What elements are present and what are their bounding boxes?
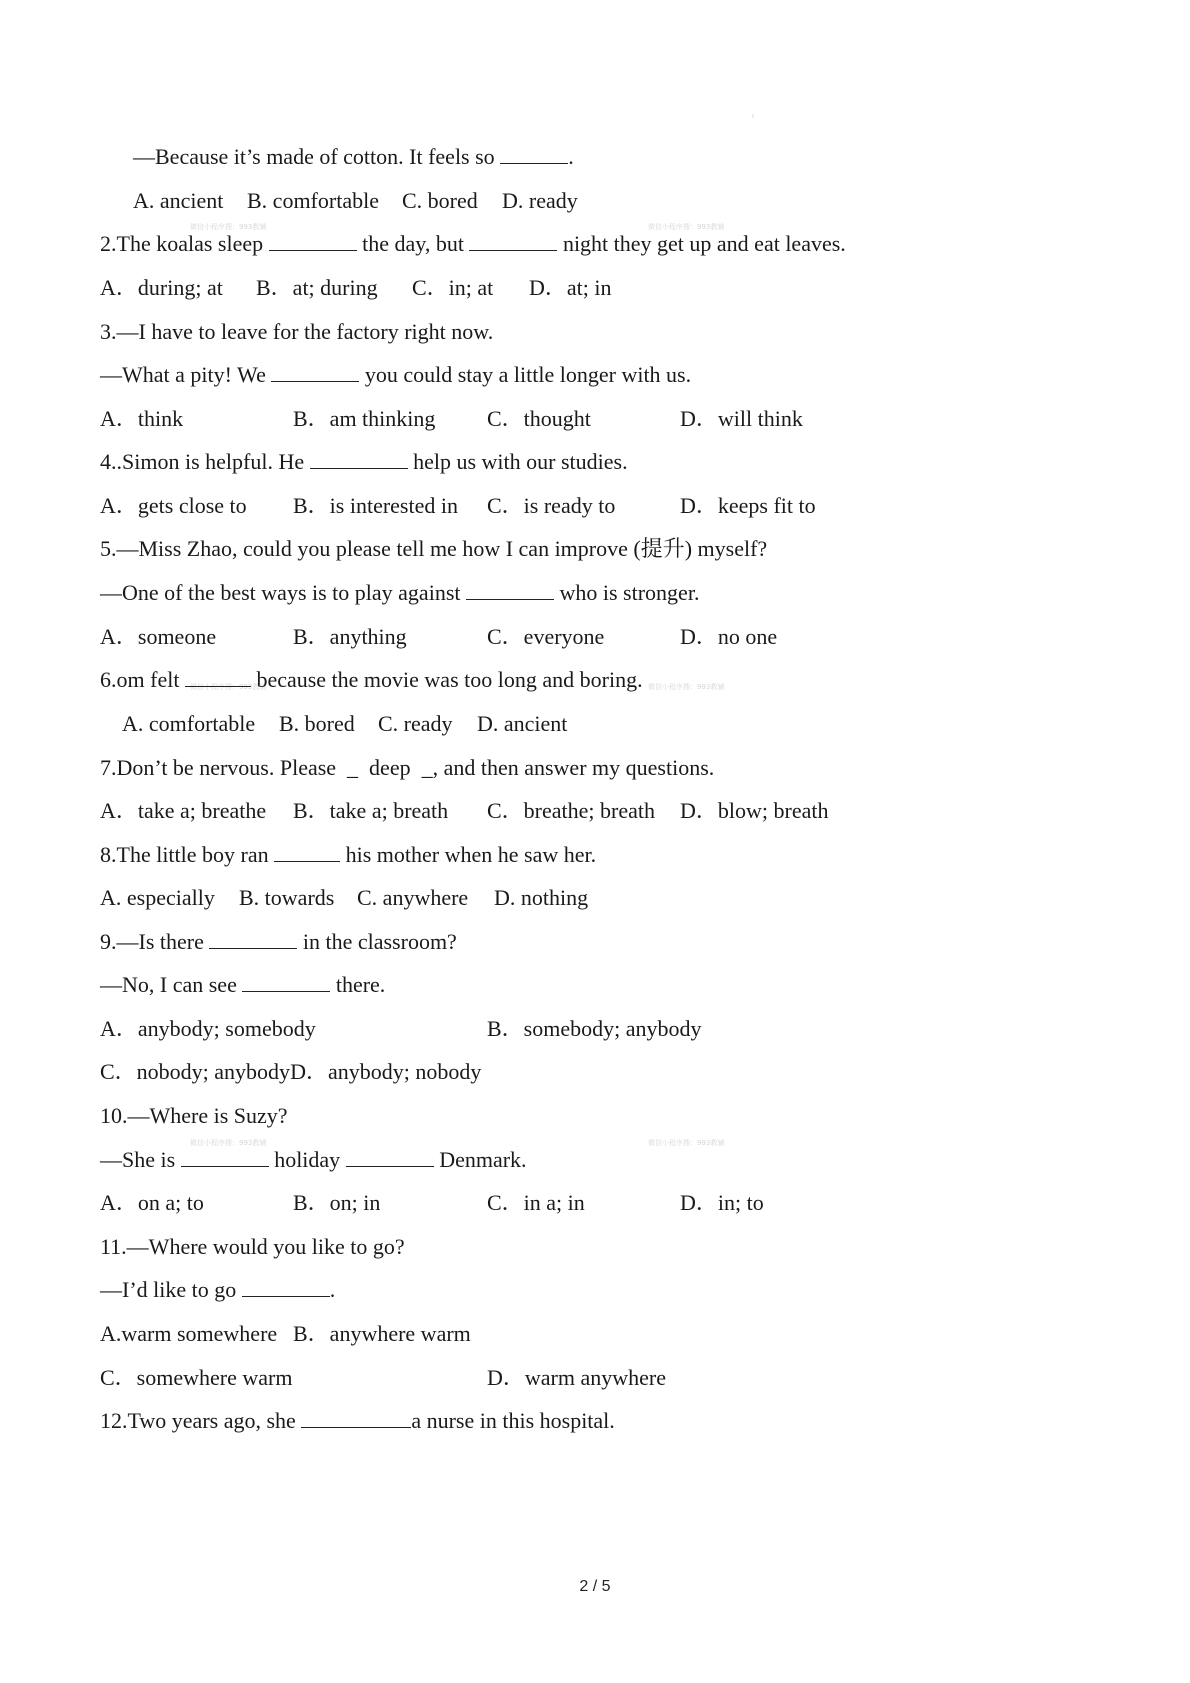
option-c: C．in; at [412,275,494,300]
option-a: A. especially [100,885,215,910]
option-d: D．in; to [680,1190,764,1215]
answer-blank [242,1278,330,1297]
q8-line: 8.The little boy ran his mother when he saw her. [100,842,597,867]
option-b: B．anywhere warm [293,1321,471,1346]
q8-options [0,884,1190,912]
q2-options [0,274,1190,302]
answer-blank [242,973,330,992]
answer-blank [209,930,297,949]
option-d: D. ancient [477,711,568,736]
q11-line1: 11.—Where would you like to go? [100,1234,405,1259]
q4-line: 4..Simon is helpful. He help us with our studies. [100,449,628,474]
q3-options [0,405,1190,433]
page-number: 2 / 5 [579,1578,611,1595]
option-a: A. comfortable [122,711,256,736]
answer-blank [269,232,357,251]
option-a: A．take a; breathe [100,798,267,823]
option-d: D．blow; breath [680,798,829,823]
watermark: 微信小程序搜：993教辅 [648,1139,725,1147]
answer-blank [301,1409,411,1428]
option-a: A．during; at [100,275,223,300]
q3-line2: —What a pity! We you could stay a little longer with us. [100,362,692,387]
option-c: C．everyone [487,624,605,649]
option-c: C．in a; in [487,1190,585,1215]
option-a: A. ancient [133,188,224,213]
option-c: C．breathe; breath [487,798,655,823]
q11-options-row1 [0,1320,1190,1348]
option-c: C. ready [378,711,453,736]
option-b: B．somebody; anybody [487,1016,702,1041]
q2-line: 2.The koalas sleep the day, but night they get up and eat leaves. [100,231,846,256]
q6-line: 6.om felt because the movie was too long and boring. [100,667,643,692]
option-d: D．keeps fit to [680,493,816,518]
watermark: 微信小程序搜：993教辅 [190,1139,267,1147]
answer-blank [469,232,557,251]
answer-blank [466,581,554,600]
q3-line1: 3.—I have to leave for the factory right now. [100,319,494,344]
option-d: D. ready [502,188,578,213]
option-c: C．somewhere warm [100,1365,293,1390]
option-b: B．take a; breath [293,798,449,823]
answer-blank [310,450,408,469]
q9-line2: —No, I can see there. [100,972,386,997]
answer-blank [181,1148,269,1167]
q5-line2: —One of the best ways is to play against who is stronger. [100,580,700,605]
option-b: B. bored [279,711,355,736]
option-d: D．no one [680,624,778,649]
q4-options [0,492,1190,520]
q5-options [0,623,1190,651]
q10-line2: —She is holiday Denmark. [100,1147,527,1172]
option-d: D．warm anywhere [487,1365,666,1390]
q11-line2: —I’d like to go . [100,1277,336,1302]
option-a: A．anybody; somebody [100,1016,316,1041]
q7-options [0,797,1190,825]
option-a: A．someone [100,624,217,649]
q11-options-row2 [0,1364,1190,1392]
watermark: 微信小程序搜：993教辅 [648,683,725,691]
answer-blank [271,363,359,382]
answer-blank [185,668,251,687]
q6-options [0,710,1190,738]
watermark: 微信小程序搜：993教辅 [190,683,267,691]
answer-blank [346,1148,434,1167]
option-a: A.warm somewhere [100,1321,278,1346]
option-a: A．think [100,406,184,431]
option-a: A．on a; to [100,1190,204,1215]
option-b: B．am thinking [293,406,436,431]
q9-line1: 9.—Is there in the classroom? [100,929,457,954]
option-b: B．at; during [256,275,378,300]
option-d: D．at; in [529,275,612,300]
option-c: C．is ready to [487,493,616,518]
q12-line: 12.Two years ago, she a nurse in this hospital. [100,1408,615,1433]
q10-line1: 10.—Where is Suzy? [100,1103,288,1128]
q1-line: —Because it’s made of cotton. It feels so . [133,144,574,169]
watermark: 微信小程序搜：993教辅 [190,223,267,231]
option-d: D．will think [680,406,803,431]
q9-options-row2 [100,1058,481,1086]
option-b: B．anything [293,624,407,649]
option-d: D. nothing [494,885,589,910]
q5-line1: 5.—Miss Zhao, could you please tell me how I can improve (提升) myself? [100,536,768,561]
corner-tick-mark: ι [752,112,755,120]
option-b: B．is interested in [293,493,458,518]
option-c: C．thought [487,406,591,431]
answer-blank [500,145,568,164]
q9-options-row1 [0,1015,1190,1043]
q7-line: 7.Don’t be nervous. Please _ deep _, and then answer my questions. [100,755,715,780]
option-d: D．anybody; nobody [290,1059,482,1084]
option-c: C. anywhere [357,885,469,910]
option-b: B．on; in [293,1190,381,1215]
q1-options [0,187,1190,215]
option-b: B. comfortable [247,188,379,213]
answer-blank [274,843,340,862]
option-c: C. bored [402,188,478,213]
option-b: B. towards [239,885,335,910]
watermark: 微信小程序搜：993教辅 [648,223,725,231]
option-c: C．nobody; anybody [100,1059,291,1084]
q10-options [0,1189,1190,1217]
option-a: A．gets close to [100,493,247,518]
